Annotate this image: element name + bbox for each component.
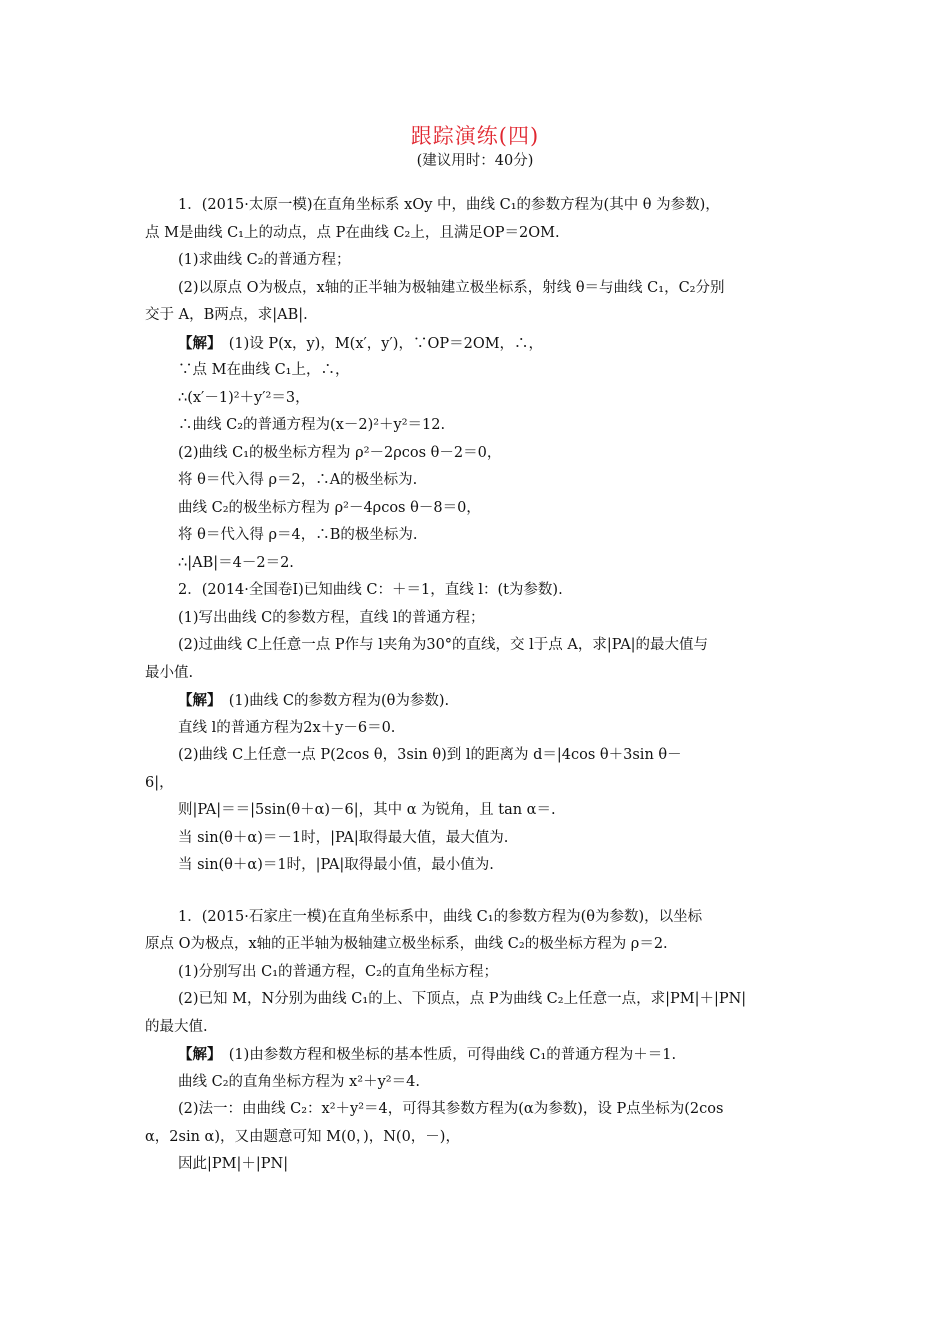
text-line: 交于 A，B两点，求|AB|. [145, 307, 308, 323]
text-line: (2)以原点 O为极点，x轴的正半轴为极轴建立极坐标系，射线 θ＝与曲线 C₁，C₂分别 [178, 279, 725, 296]
text-line: 则|PA|＝＝|5sin(θ＋α)－6|，其中 α 为锐角，且 tan α＝. [178, 802, 556, 818]
text-line: 直线 l的普通方程为2x＋y－6＝0. [178, 719, 396, 736]
text-line: 点 M是曲线 C₁上的动点，点 P在曲线 C₂上，且满足OP＝2OM. [145, 224, 560, 241]
text-line: (2)过曲线 C上任意一点 P作与 l夹角为30°的直线，交 l于点 A，求|PA|的最大值与 [178, 637, 709, 653]
text-line: 曲线 C₂的极坐标方程为 ρ²－4ρcos θ－8＝0， [178, 499, 481, 516]
text-line: (2)已知 M，N分别为曲线 C₁的上、下顶点，点 P为曲线 C₂上任意一点，求|PM|＋|PN| [178, 991, 747, 1007]
text-line: ∴(x′－1)²＋y′²＝3， [178, 389, 310, 406]
solution-line: 【解】 (1)曲线 C的参数方程为(θ为参数). [178, 692, 450, 709]
solution-line: 【解】 (1)由参数方程和极坐标的基本性质，可得曲线 C₁的普通方程为＋＝1. [178, 1046, 677, 1063]
text-line: 因此|PM|＋|PN| [178, 1156, 289, 1172]
section-gap [145, 880, 810, 904]
text-line: 将 θ＝代入得 ρ＝4，∴B的极坐标为. [178, 527, 418, 543]
text-line: 曲线 C₂的直角坐标方程为 x²＋y²＝4. [178, 1073, 420, 1090]
solution-label: 【解】 [178, 334, 215, 352]
text-line: (2)法一：由曲线 C₂：x²＋y²＝4，可得其参数方程为(α为参数)，设 P点坐标为(2cos [178, 1101, 724, 1117]
text-line: (2)曲线 C₁的极坐标方程为 ρ²－2ρcos θ－2＝0， [178, 444, 502, 461]
text-line: 原点 O为极点，x轴的正半轴为极轴建立极坐标系，曲线 C₂的极坐标方程为 ρ＝2. [145, 936, 668, 952]
text-line: 将 θ＝代入得 ρ＝2，∴A的极坐标为. [178, 472, 418, 488]
text-line: (2)曲线 C上任意一点 P(2cos θ，3sin θ)到 l的距离为 d＝|4cos θ＋3sin θ－ [178, 747, 682, 763]
text-line: (1)分别写出 C₁的普通方程，C₂的直角坐标方程； [178, 963, 498, 980]
text-line: ∴|AB|＝4－2＝2. [178, 554, 294, 571]
solution-line: 【解】 (1)设 P(x，y)，M(x′，y′)，∵OP＝2OM，∴， [178, 334, 544, 352]
text-line: 1．(2015·石家庄一模)在直角坐标系中，曲线 C₁的参数方程为(θ为参数)，以坐标 [178, 908, 703, 925]
solution-label: 【解】 [178, 1046, 215, 1063]
text-line: 当 sin(θ＋α)＝－1时，|PA|取得最大值，最大值为. [178, 829, 509, 846]
text-line: 最小值. [145, 664, 194, 681]
document-body [145, 192, 810, 1179]
text-line: ∴曲线 C₂的普通方程为(x－2)²＋y²＝12. [178, 417, 446, 433]
page-subtitle: (建议用时：40分) [416, 153, 534, 169]
text-line: (1)写出曲线 C的参数方程，直线 l的普通方程； [178, 609, 485, 626]
page-title: 跟踪演练(四) [410, 124, 540, 148]
text-line: α，2sin α)，又由题意可知 M(0，)，N(0，－)， [145, 1128, 460, 1145]
text-line: 6|， [145, 774, 174, 791]
text-line: 当 sin(θ＋α)＝1时，|PA|取得最小值，最小值为. [178, 857, 494, 873]
text-line: 2．(2014·全国卷Ⅰ)已知曲线 C：＋＝1，直线 l：(t为参数). [178, 582, 563, 598]
text-line: 1．(2015·太原一模)在直角坐标系 xOy 中，曲线 C₁的参数方程为(其中 θ 为参数)， [178, 197, 720, 213]
solution-label: 【解】 [178, 692, 215, 709]
text-line: 的最大值. [145, 1018, 208, 1035]
text-line: (1)求曲线 C₂的普通方程； [178, 252, 351, 268]
text-line: ∵点 M在曲线 C₁上，∴， [178, 362, 350, 378]
